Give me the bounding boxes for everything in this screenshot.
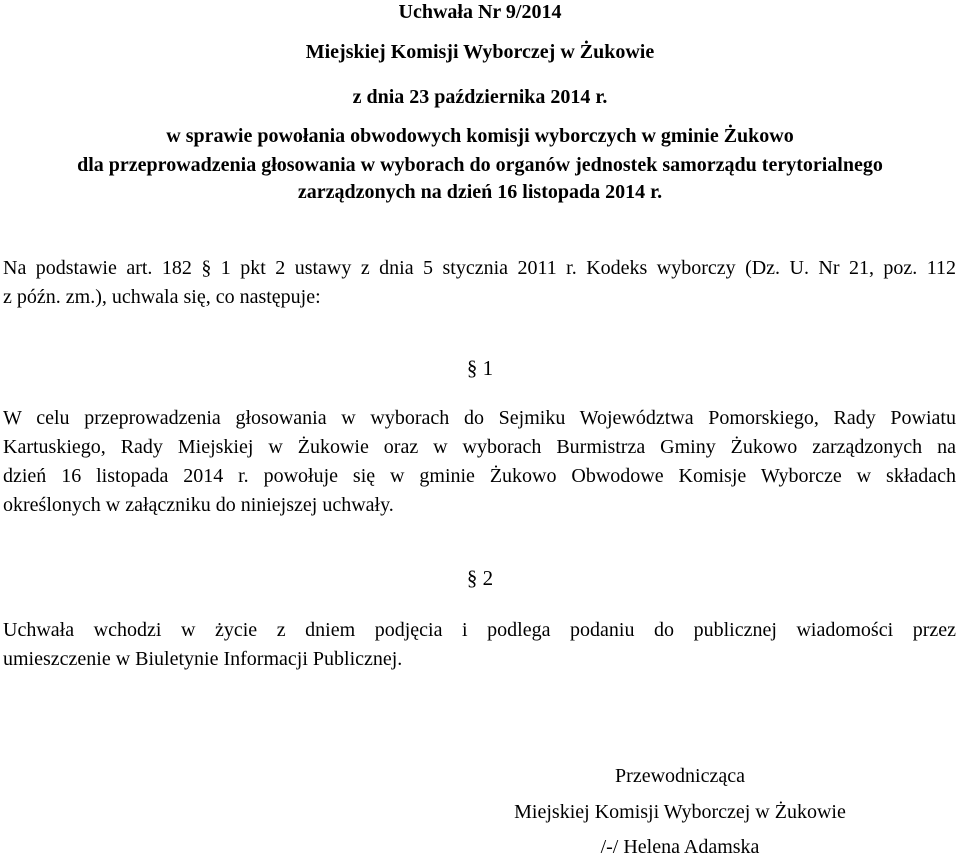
- resolution-date: z dnia 23 października 2014 r.: [352, 86, 608, 108]
- section-body: [3, 404, 956, 520]
- section-body-line: W celu przeprowadzenia głosowania w wyborach do Sejmiku Województwa Pomorskiego, Rady Powiatu: [3, 407, 956, 429]
- section-body-line: Kartuskiego, Rady Miejskiej w Żukowie oraz w wyborach Burmistrza Gminy Żukowo zarządzonych na: [3, 436, 956, 458]
- subject-line: w sprawie powołania obwodowych komisji wyborczych w gminie Żukowo: [166, 125, 794, 147]
- section-body-line: Uchwała wchodzi w życie z dniem podjęcia i podlega podaniu do publicznej wiadomości przez: [3, 619, 956, 641]
- subject-line: zarządzonych na dzień 16 listopada 2014 r.: [297, 181, 663, 203]
- resolution-number: Uchwała Nr 9/2014: [398, 1, 562, 23]
- section-heading: § 2: [466, 566, 494, 590]
- legal-basis: [3, 254, 956, 312]
- signature-body: Miejskiej Komisji Wyborczej w Żukowie: [514, 801, 846, 823]
- section-heading: § 1: [466, 356, 494, 380]
- section-body-line: umieszczenie w Biuletynie Informacji Publicznej.: [3, 648, 403, 670]
- section-body: [3, 616, 956, 674]
- subject-line: dla przeprowadzenia głosowania w wyborach do organów jednostek samorządu terytorialnego: [77, 154, 883, 176]
- signature-role: Przewodnicząca: [615, 765, 745, 787]
- legal-basis-line: z późn. zm.), uchwala się, co następuje:: [3, 286, 321, 308]
- signature-name: /-/ Helena Adamska: [600, 836, 760, 858]
- section-body-line: dzień 16 listopada 2014 r. powołuje się w gminie Żukowo Obwodowe Komisje Wyborcze w składach: [3, 465, 956, 487]
- legal-basis-line: Na podstawie art. 182 § 1 pkt 2 ustawy z dnia 5 stycznia 2011 r. Kodeks wyborczy (Dz. U. Nr 21, poz. 112: [3, 257, 956, 279]
- resolution-issuer: Miejskiej Komisji Wyborczej w Żukowie: [305, 41, 655, 63]
- section-body-line: określonych w załączniku do niniejszej uchwały.: [3, 494, 394, 516]
